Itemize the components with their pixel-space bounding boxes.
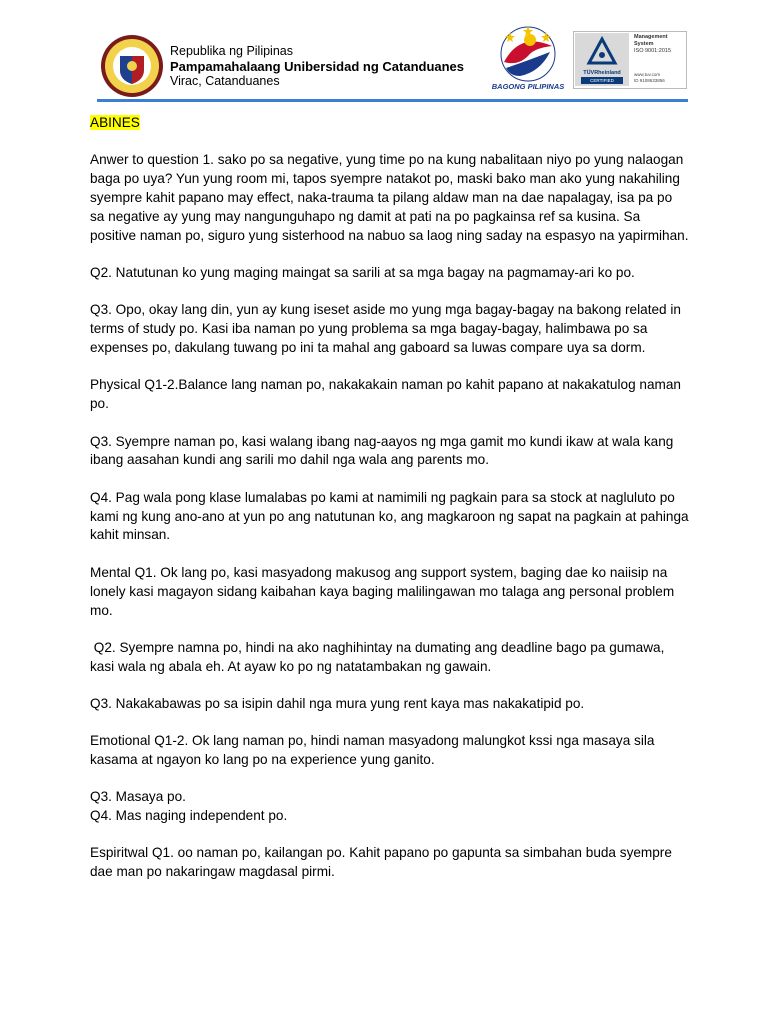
tuv-mark (575, 33, 629, 86)
bagong-pilipinas-label: BAGONG PILIPINAS (491, 82, 565, 91)
certificate-ids: www.tuv.com ID 9108633856 (634, 72, 665, 83)
answer-mental-q1: Mental Q1. Ok lang po, kasi masyadong makusog ang support system, baging dae ko naiisip na lonely kasi magayon sidang kaibahan kaya baging malilingawan mo talaga ang personal problem mo. (90, 564, 675, 618)
letterhead (0, 0, 768, 104)
university-name: Pampamahalaang Unibersidad ng Catanduanes (170, 59, 465, 74)
answer-q2: Q2. Natutunan ko yung maging maingat sa sarili at sa mga bagay na pagmamay-ari ko po. (90, 265, 635, 281)
answer-q3: Q3. Opo, okay lang din, yun ay kung iseset aside mo yung mga bagay-bagay na bakong related in terms of study po. Kasi iba naman po yung problema sa mga bagay-bagay, halimbawa po sa expenses po, dakulang tuwang po ini ta mahal ang gaboard sa luwas compare uya sa dorm. (90, 302, 681, 356)
student-name (90, 114, 690, 133)
tuv-certified-label: CERTIFIED (581, 77, 623, 84)
answer-espiritwal-q1: Espiritwal Q1. oo naman po, kailangan po. Kahit papano po gapunta sa simbahan buda syempre dae man po nakaringaw magdasal pirmi. (90, 845, 672, 880)
location-line: Virac, Catanduanes (170, 74, 280, 88)
republic-line: Republika ng Pilipinas (170, 44, 293, 58)
iso-certification-badge (573, 31, 687, 89)
answer-emotional-q3-q4 (90, 788, 690, 826)
answer-emotional-q1-2: Emotional Q1-2. Ok lang naman po, hindi naman masyadong malungkot kssi nga masaya sila kasama at ngayon ko lang po na experience yung ganito. (90, 733, 655, 767)
answer-emotional-q4: Q4. Mas naging independent po. (90, 808, 288, 824)
letterhead-text (170, 44, 464, 89)
header-divider (97, 99, 688, 102)
management-system-text: Management System ISO 9001:2015 (634, 34, 672, 54)
tuv-triangle-icon (575, 33, 629, 69)
answer-physical-q3: Q3. Syempre naman po, kasi walang ibang nag-aayos ng mga gamit mo kundi ikaw at wala kang ibang aasahan kundi ang sarili mo dahil nga wala ang parents mo. (90, 433, 674, 468)
university-seal-logo (100, 34, 164, 98)
tuv-brand: TÜVRheinland (583, 70, 621, 76)
document-body (90, 114, 690, 900)
answer-physical-q1-2: Physical Q1-2.Balance lang naman po, nakakakain naman po kahit papano at nakakatulog naman po. (90, 377, 681, 412)
answer-q1: Anwer to question 1. sako po sa negative, yung time po na kung nabalitaan niyo po yung nalaogan baga po uya? Yun yung room mi, tapos syempre natakot po, maski bako man ako yung nakahiling syempre kahit papano may effect, naka-trauma ta pilang aldaw man na dae napalagay, isa pa po sa negative ay yung may nangunguhapo ng damit at pati na po pagkainsa ref sa kusina. Sa positive naman po, siguro yung sisterhood na nabuo sa laog ning saday na espasyo na yapirmihan. (90, 152, 689, 244)
highlighted-name: ABINES (90, 115, 140, 130)
answer-mental-q3: Q3. Nakakabawas po sa isipin dahil nga mura yung rent kaya mas nakakatipid po. (90, 695, 585, 711)
answer-physical-q4: Q4. Pag wala pong klase lumalabas po kami at namimili ng pagkain para sa stock at nagluluto po kami ng kung ano-ano at yun po ang natutunan ko, ang magkaroon ng sapat na pagkain at pahinga kahit minsan. (90, 489, 689, 543)
answer-emotional-q3: Q3. Masaya po. (90, 789, 186, 805)
answer-mental-q2: Q2. Syempre namna po, hindi na ako naghihintay na dumating ang deadline bago pa gumawa, kasi wala ng abala eh. At ayaw ko po ng natatambakan ng gawain. (90, 639, 669, 674)
